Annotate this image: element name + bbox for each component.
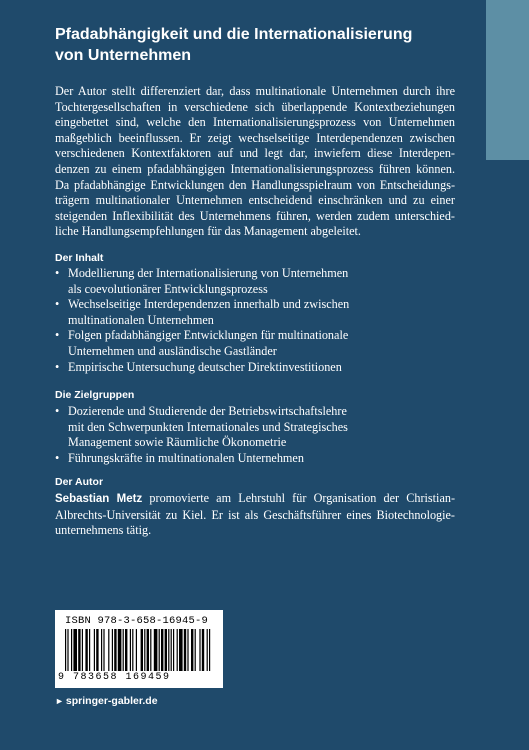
barcode-bar [179, 629, 183, 671]
list-item-text: multinationalen Unternehmen [68, 312, 214, 327]
barcode-bar [118, 629, 122, 671]
intro-line: verschiedenen Kontextfaktoren auf und legt dar, inwiefern diese Interdepen- [55, 146, 455, 161]
barcode-bar [136, 629, 137, 671]
barcode-bar [125, 629, 127, 671]
barcode-bar [144, 629, 145, 671]
barcode-bar [177, 629, 178, 671]
intro-line: steigenden Inflexibilität des Unternehmens führen, werden zudem unterschied- [55, 208, 455, 223]
book-title [55, 24, 455, 66]
barcode-bar [94, 629, 95, 671]
bullet-icon: • [55, 328, 60, 343]
barcode-bar [123, 629, 124, 671]
intro-line: Tochtergesellschaften in verschiedene sich überlappende Kontextbeziehungen [55, 99, 455, 114]
zielgruppen-list [55, 404, 455, 466]
intro-paragraph [55, 84, 455, 240]
barcode-bars [65, 629, 213, 671]
barcode-bar [199, 629, 200, 671]
list-item [55, 266, 455, 297]
list-item [55, 328, 455, 359]
barcode-bar [195, 629, 196, 671]
barcode-bar [112, 629, 113, 671]
barcode-bar [184, 629, 186, 671]
barcode-bar [132, 629, 133, 671]
bullet-icon: • [55, 450, 60, 465]
author-line-1-text: promovierte am Lehrstuhl für Organisation der Christian- [142, 491, 455, 505]
barcode-bar [96, 629, 98, 671]
barcode-bar [147, 629, 149, 671]
barcode-bar [150, 629, 151, 671]
barcode-bar [89, 629, 90, 671]
section-heading-autor: Der Autor [55, 476, 104, 488]
intro-line: maßgeblich beeinflussen. Er zeigt wechselseitige Interdependenzen zwischen [55, 130, 455, 145]
list-item [55, 404, 455, 451]
bullet-icon: • [55, 404, 60, 418]
barcode-bar [165, 629, 167, 671]
barcode-bar [202, 629, 204, 671]
intro-line: Der Autor stellt differenziert dar, dass multinationale Unternehmen durch ihre [55, 84, 455, 98]
intro-line: trägern multinationaler Unternehmen entscheidend einschränken und zu einer [55, 193, 455, 208]
barcode-bar [108, 629, 109, 671]
barcode-bar [71, 629, 72, 671]
barcode-bar [67, 629, 68, 671]
barcode-bar [154, 629, 158, 671]
barcode-bar [209, 629, 210, 671]
barcode-bar [168, 629, 169, 671]
barcode-bar [173, 629, 174, 671]
website-label: springer-gabler.de [65, 695, 158, 707]
barcode-bar [73, 629, 77, 671]
barcode-bar [187, 629, 188, 671]
bullet-icon: • [55, 266, 60, 280]
author-line-1 [55, 491, 455, 508]
list-item [55, 297, 455, 328]
barcode-bar [191, 629, 193, 671]
list-item-text: Dozierende und Studierende der Betriebswirtschaftslehre [68, 404, 347, 418]
barcode-bar [130, 629, 131, 671]
barcode-bar [141, 629, 143, 671]
inhalt-list [55, 266, 455, 375]
barcode-bar [207, 629, 208, 671]
list-item-text: Modellierung der Internationalisierung von Unternehmen [68, 266, 349, 280]
list-item-text: Empirische Untersuchung deutscher Direktinvestitionen [68, 359, 342, 374]
intro-line: Da pfadabhängige Entwicklungen den Handlungsspielraum von Entscheidungs- [55, 177, 455, 192]
list-item [55, 360, 455, 376]
list-item [55, 451, 455, 467]
title-line-2: von Unternehmen [55, 47, 192, 64]
author-paragraph [55, 491, 455, 539]
list-item-text: Folgen pfadabhängiger Entwicklungen für multinationale [68, 328, 349, 343]
barcode-bar [103, 629, 104, 671]
intro-line: liche Handlungsempfehlungen für das Management abgeleitet. [55, 224, 361, 239]
list-item-text: Unternehmen und ausländische Gastländer [68, 343, 277, 358]
bullet-icon: • [55, 359, 60, 374]
arrow-icon: ► [55, 696, 64, 706]
isbn-label: ISBN 978-3-658-16945-9 [65, 615, 209, 627]
author-name: Sebastian Metz [55, 493, 143, 505]
section-heading-inhalt: Der Inhalt [55, 252, 104, 264]
publisher-website[interactable] [55, 695, 158, 707]
barcode-bar [114, 629, 116, 671]
barcode-bar [85, 629, 87, 671]
barcode-bar [82, 629, 83, 671]
list-item-text: Management sowie Räumliche Ökonometrie [68, 435, 287, 450]
list-item-text: Führungskräfte in multinationalen Unternehmen [68, 450, 304, 465]
intro-line: denzen zu einem pfadabhängigen Internationalisierungsprozess führen können. [55, 161, 455, 176]
section-heading-zielgruppen: Die Zielgruppen [55, 389, 135, 401]
barcode-bar [171, 629, 172, 671]
accent-bar [486, 0, 529, 160]
list-item-text: Wechselseitige Interdependenzen innerhalb und zwischen [68, 297, 350, 312]
author-line-2: Albrechts-Universität zu Kiel. Er ist als Geschäftsführer eines Biotechnologie- [55, 507, 455, 522]
barcode-bar [101, 629, 102, 671]
isbn-barcode [55, 610, 223, 688]
list-item-text: als coevolutionärer Entwicklungsprozess [68, 281, 268, 296]
barcode-digits: 9 783658 169459 [58, 672, 171, 683]
bullet-icon: • [55, 297, 60, 312]
author-line-3: unternehmens tätig. [55, 523, 152, 538]
barcode-bar [161, 629, 163, 671]
intro-line: eingebettet sind, welche den Internationalisierungsprozess von Unternehmen [55, 115, 455, 130]
title-line-1: Pfadabhängigkeit und die Internationalisierung [55, 26, 413, 43]
list-item-text: mit den Schwerpunkten Internationales und Strategisches [68, 419, 348, 434]
barcode-bar [159, 629, 160, 671]
barcode-bar [78, 629, 80, 671]
barcode-bar [65, 629, 66, 671]
